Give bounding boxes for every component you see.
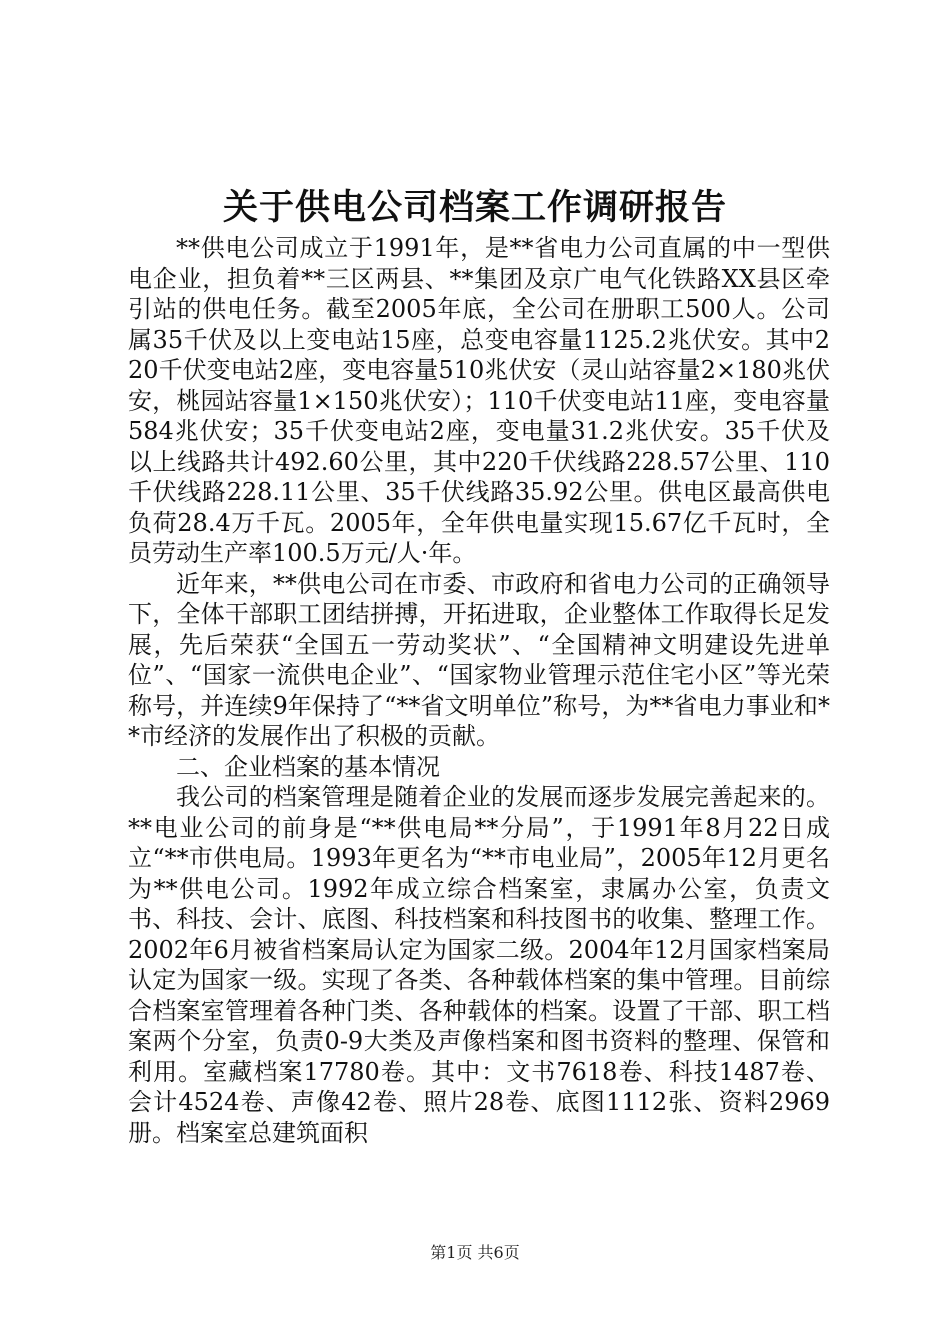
- paragraph-archive-history: 我公司的档案管理是随着企业的发展而逐步发展完善起来的。**电业公司的前身是“**供电局**分局”，于1991年8月22日成立“**市供电局。1993年更名为“**市电业局”，2005年12月更名为**供电公司。1992年成立综合档案室，隶属办公室，负责文书、科技、会计、底图、科技档案和科技图书的收集、整理工作。2002年6月被省档案局认定为国家二级。2004年12月国家档案局认定为国家一级。实现了各类、各种载体档案的集中管理。目前综合档案室管理着各种门类、各种载体的档案。设置了干部、职工档案两个分室，负责0-9大类及声像档案和图书资料的整理、保管和利用。室藏档案17780卷。其中：文书7618卷、科技1487卷、会计4524卷、声像42卷、照片28卷、底图1112张、资料2969册。档案室总建筑面积: [128, 783, 830, 1147]
- paragraph-achievements: 近年来，**供电公司在市委、市政府和省电力公司的正确领导下，全体干部职工团结拼搏，开拓进取，企业整体工作取得长足发展，先后荣获“全国五一劳动奖状”、“全国精神文明建设先进单位”、“国家一流供电企业”、“国家物业管理示范住宅小区”等光荣称号，并连续9年保持了“**省文明单位”称号，为**省电力事业和**市经济的发展作出了积极的贡献。: [128, 569, 830, 750]
- paragraph-company-overview: **供电公司成立于1991年，是**省电力公司直属的中一型供电企业，担负着**三区两县、**集团及京广电气化铁路XX县区牵引站的供电任务。截至2005年底，全公司在册职工500人。公司属35千伏及以上变电站15座，总变电容量1125.2兆伏安。其中220千伏变电站2座，变电容量510兆伏安（灵山站容量2×180兆伏安，桃园站容量1×150兆伏安）；110千伏变电站11座，变电容量584兆伏安；35千伏变电站2座，变电量31.2兆伏安。35千伏及以上线路共计492.60公里，其中220千伏线路228.57公里、110千伏线路228.11公里、35千伏线路35.92公里。供电区最高供电负荷28.4万千瓦。2005年，全年供电量实现15.67亿千瓦时，全员劳动生产率100.5万元/人·年。: [128, 234, 830, 567]
- section-heading-archives: 二、企业档案的基本情况: [176, 752, 440, 781]
- document-title: 关于供电公司档案工作调研报告: [222, 187, 727, 228]
- page-footer: 第1页 共6页: [430, 1243, 520, 1262]
- document-body: [128, 233, 830, 1148]
